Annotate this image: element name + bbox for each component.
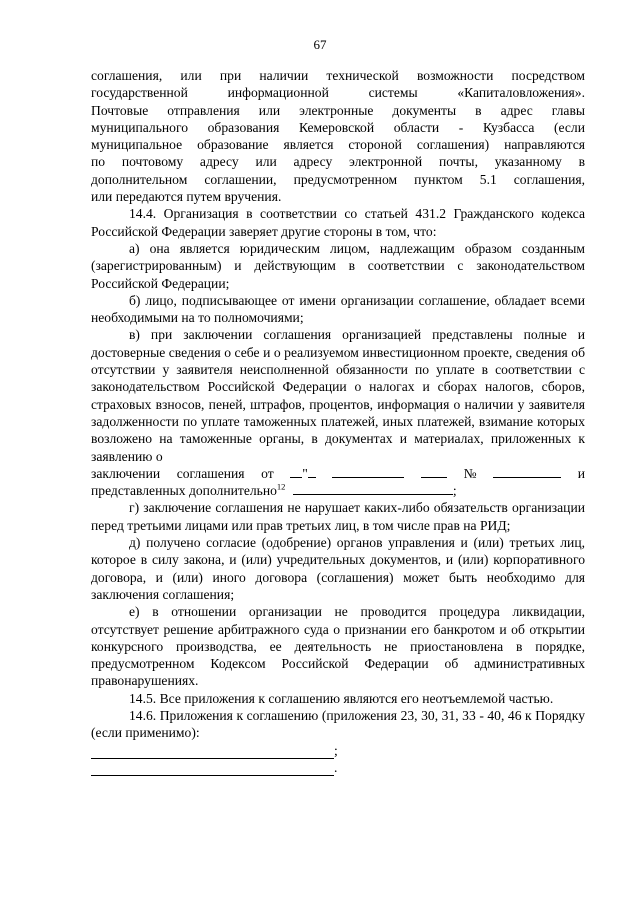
text-line: Почтовые отправления или электронные документы в адрес главы xyxy=(91,102,585,118)
text-line: соглашения, или при наличии технической возможности посредством xyxy=(91,68,585,83)
text-line: муниципального образования Кемеровской области - Кузбасса (если xyxy=(91,119,585,135)
word: и xyxy=(577,465,585,481)
item-e: е) в отношении организации не проводится процедура ликвидации, отсутствует решение арбитражного суда о признании его банкротом и об открытии конкурсного производства, ее деятельность не приостановлена в порядке, предусмотренном Кодексом Российской Федерации об административных правонарушениях. xyxy=(91,604,585,689)
clause-14-6: 14.6. Приложения к соглашению (приложения 23, 30, 31, 33 - 40, 46 к Порядку (если применимо): xyxy=(91,707,585,741)
text-line: по почтовому адресу или адресу электронной почты, указанному в xyxy=(91,154,585,170)
text-line: дополнительном соглашении, предусмотренном пунктом 5.1 соглашения, xyxy=(91,171,585,187)
word: заключении xyxy=(91,465,161,481)
date-month-blank xyxy=(332,465,404,478)
attachment-blank-2: . xyxy=(91,759,585,776)
number-blank xyxy=(493,465,561,478)
attachment-blank-1: ; xyxy=(91,742,585,759)
item-g: г) заключение соглашения не нарушает каких-либо обязательств организации перед третьими лицами или прав третьих лиц, в том числе прав на РИД; xyxy=(91,500,585,533)
paragraph-continuation xyxy=(91,67,585,205)
text-line: муниципальное образование является стороной соглашения) направляются xyxy=(91,137,585,153)
additional-docs-blank xyxy=(293,482,453,495)
item-a: а) она является юридическим лицом, надлежащим образом созданным (зарегистрированным) и действующим в соответствии с законодательством Российской Федерации; xyxy=(91,240,585,291)
word: соглашения xyxy=(176,465,245,481)
document-body xyxy=(91,67,585,776)
text-line: государственной информационной системы «Капиталовложения». xyxy=(91,85,585,101)
date-year-blank xyxy=(421,465,447,478)
clause-14-5: 14.5. Все приложения к соглашению являются его неотъемлемой частью. xyxy=(129,690,554,706)
item-v-fill-line xyxy=(91,465,585,482)
number-sign: № xyxy=(463,465,477,481)
text-line: или передаются путем вручения. xyxy=(91,189,282,205)
item-b: б) лицо, подписывающее от имени организации соглашение, обладает всеми необходимыми на то полномочиями; xyxy=(91,292,585,326)
item-v-last-line: представленных дополнительно$^{12}$ ; xyxy=(91,481,457,499)
item-d: д) получено согласие (одобрение) органов управления и (или) третьих лиц, которое в силу закона, и (или) учредительных документов, и (или) корпоративного договора, и (или) иного договора (соглашения) может быть необходимо для заключения соглашения; xyxy=(91,535,585,602)
footnote-ref: 12 xyxy=(276,481,286,492)
item-v xyxy=(91,326,585,499)
item-v-text: в) при заключении соглашения организацией представлены полные и достоверные сведения о себе и о реализуемом инвестиционном проекте, сведения об отсутствии у заявителя неисполненной обязанности по уплате в соответствии с законодательством Российской Федерации о налогах и сборах налогов, сборов, страховых взносов, пеней, штрафов, процентов, информация о наличии у заявителя задолженности по уплате таможенных платежей, иных платежей, взимание которых возложено на таможенные органы, в документах и материалах, приложенных к заявлению о xyxy=(91,327,585,464)
word: от xyxy=(261,465,274,481)
page-number: 67 xyxy=(313,37,327,52)
clause-14-4: 14.4. Организация в соответствии со статьей 431.2 Гражданского кодекса Российской Федерации заверяет другие стороны в том, что: xyxy=(91,206,585,239)
date-day-blank: " xyxy=(290,465,316,482)
